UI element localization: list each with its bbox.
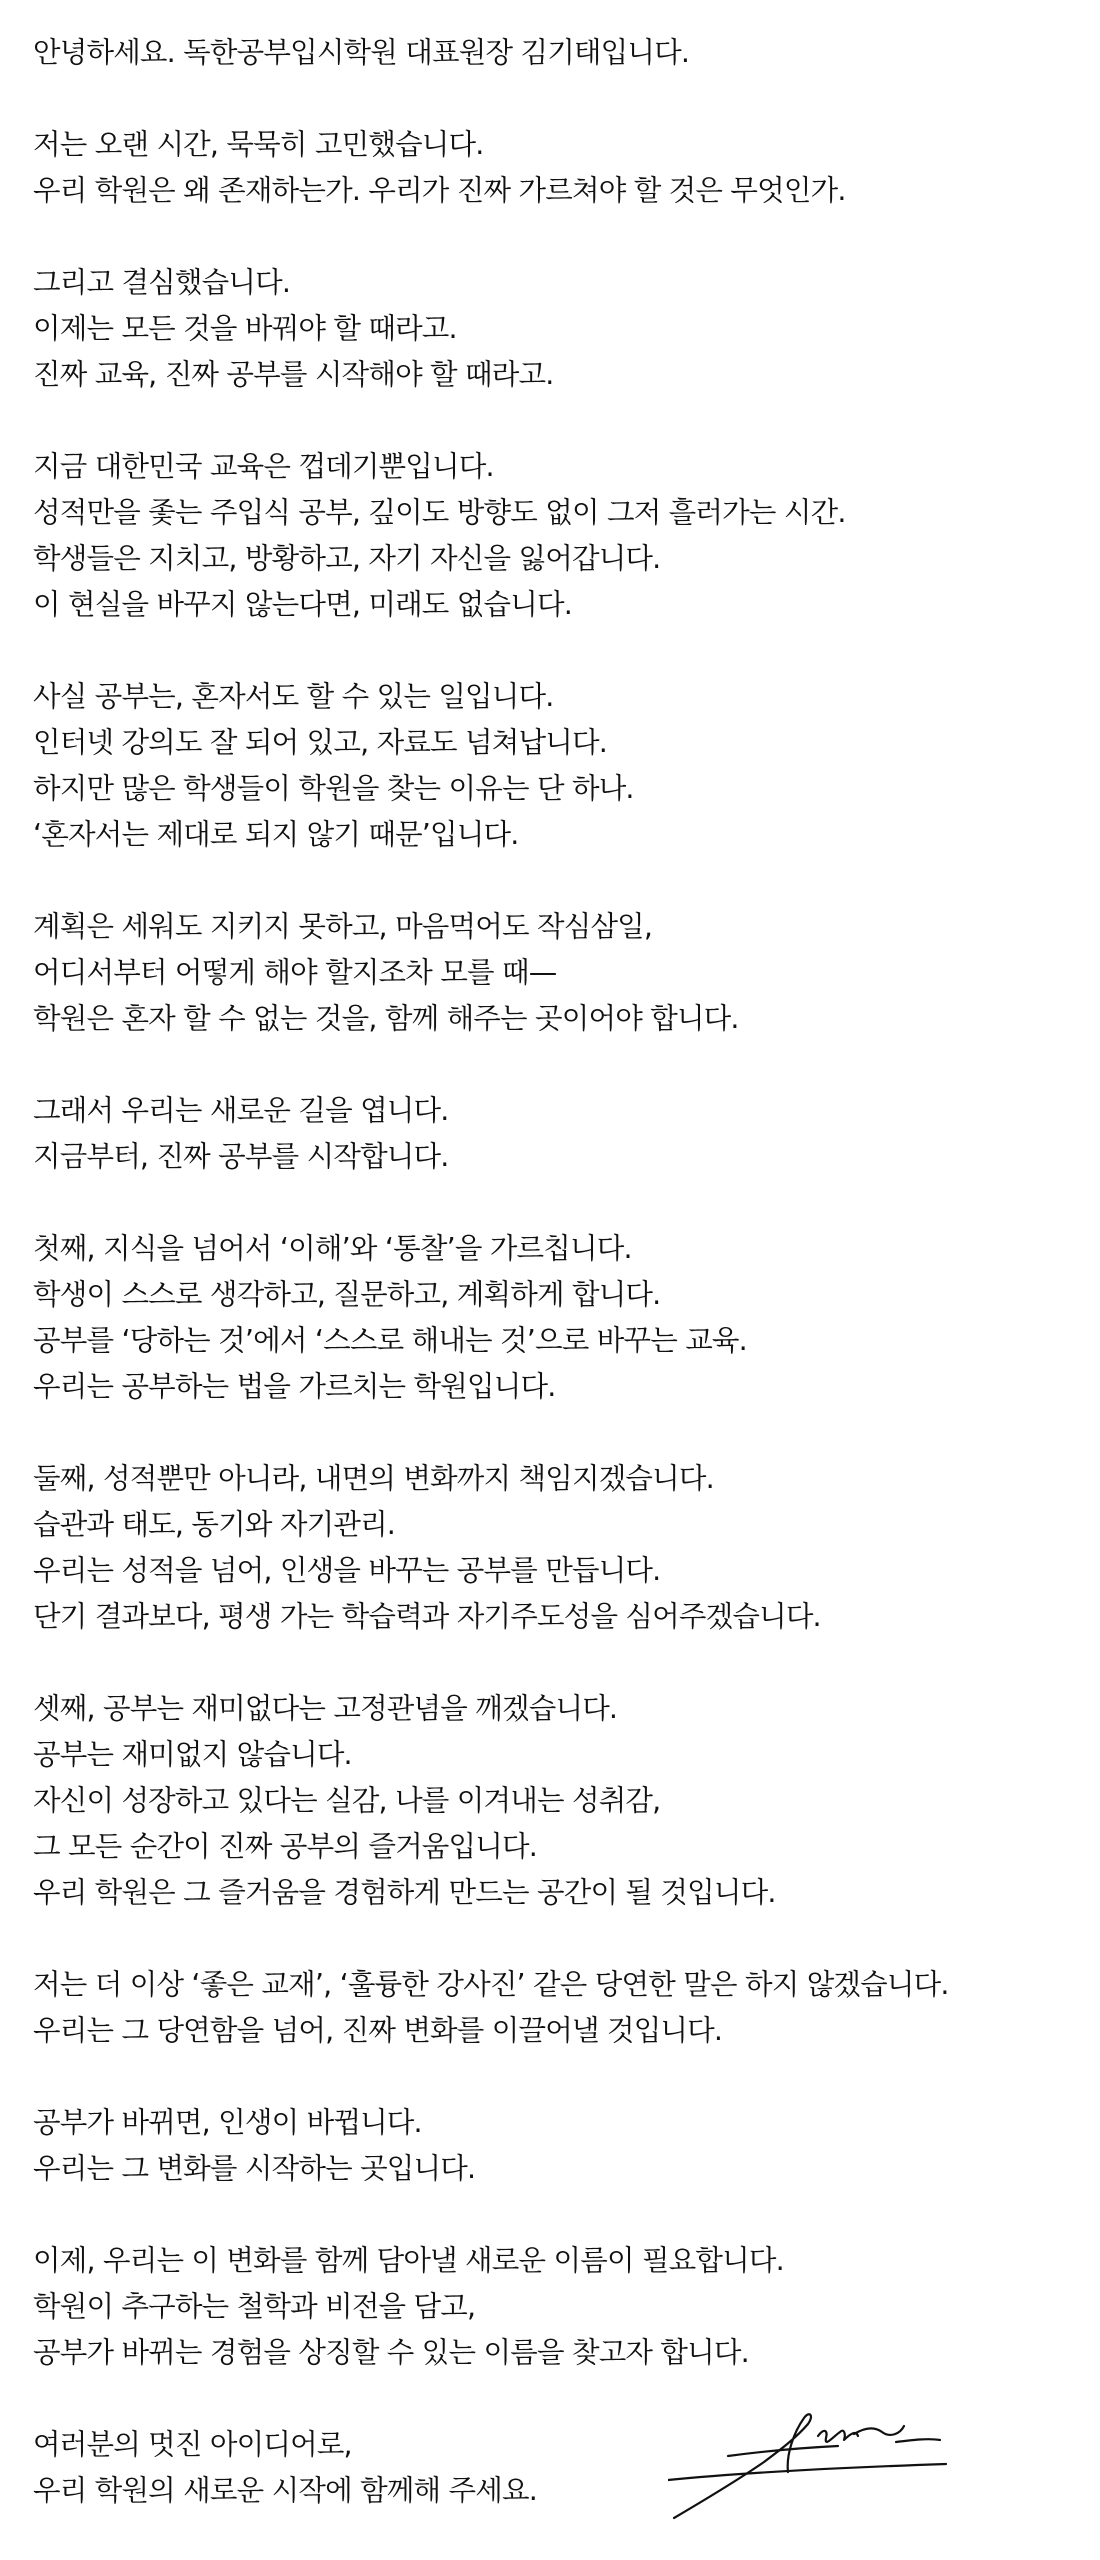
- text-line: 학생이 스스로 생각하고, 질문하고, 계획하게 합니다.: [33, 1278, 661, 1311]
- text-line: 그래서 우리는 새로운 길을 엽니다.: [33, 1094, 449, 1127]
- paragraph-greeting: [33, 30, 1093, 76]
- text-line: 이 현실을 바꾸지 않는다면, 미래도 없습니다.: [33, 588, 572, 621]
- text-line: 공부를 ‘당하는 것’에서 ‘스스로 해내는 것’으로 바꾸는 교육.: [33, 1324, 747, 1357]
- text-line: 계획은 세워도 지키지 못하고, 마음먹어도 작심삼일,: [33, 910, 653, 943]
- paragraph-current-education: [33, 444, 1093, 628]
- text-line: 그리고 결심했습니다.: [33, 266, 291, 299]
- text-line: 저는 오랜 시간, 묵묵히 고민했습니다.: [33, 128, 484, 161]
- text-line: 지금부터, 진짜 공부를 시작합니다.: [33, 1140, 449, 1173]
- text-line: 성적만을 좇는 주입식 공부, 깊이도 방향도 없이 그저 흘러가는 시간.: [33, 496, 846, 529]
- paragraph-new-name: [33, 2238, 1093, 2376]
- text-line: 우리는 공부하는 법을 가르치는 학원입니다.: [33, 1370, 556, 1403]
- text-line: 그 모든 순간이 진짜 공부의 즐거움입니다.: [33, 1830, 537, 1863]
- paragraph-studying-alone: [33, 674, 1093, 858]
- text-line: 우리 학원은 그 즐거움을 경험하게 만드는 공간이 될 것입니다.: [33, 1876, 776, 1909]
- paragraph-role-of-academy: [33, 904, 1093, 1042]
- text-line: 학생들은 지치고, 방황하고, 자기 자신을 잃어갑니다.: [33, 542, 661, 575]
- text-line: 공부가 바뀌면, 인생이 바뀝니다.: [33, 2106, 422, 2139]
- text-line: 둘째, 성적뿐만 아니라, 내면의 변화까지 책임지겠습니다.: [33, 1462, 714, 1495]
- text-line: 우리는 그 당연함을 넘어, 진짜 변화를 이끌어낼 것입니다.: [33, 2014, 723, 2047]
- paragraph-third-principle: [33, 1686, 1093, 1916]
- text-line: 학원은 혼자 할 수 없는 것을, 함께 해주는 곳이어야 합니다.: [33, 1002, 739, 1035]
- paragraph-second-principle: [33, 1456, 1093, 1640]
- text-line: 이제는 모든 것을 바꿔야 할 때라고.: [33, 312, 457, 345]
- text-line: 사실 공부는, 혼자서도 할 수 있는 일입니다.: [33, 680, 554, 713]
- text-line: 인터넷 강의도 잘 되어 있고, 자료도 넘쳐납니다.: [33, 726, 607, 759]
- text-line: 우리 학원의 새로운 시작에 함께해 주세요.: [33, 2474, 537, 2507]
- text-line: 첫째, 지식을 넘어서 ‘이해’와 ‘통찰’을 가르칩니다.: [33, 1232, 632, 1265]
- text-line: 지금 대한민국 교육은 껍데기뿐입니다.: [33, 450, 494, 483]
- text-line: 공부가 바뀌는 경험을 상징할 수 있는 이름을 찾고자 합니다.: [33, 2336, 749, 2369]
- letter-body: [33, 30, 1093, 2560]
- paragraph-new-path: [33, 1088, 1093, 1180]
- text-line: 안녕하세요. 독한공부입시학원 대표원장 김기태입니다.: [33, 36, 690, 69]
- paragraph-decision: [33, 260, 1093, 398]
- text-line: 단기 결과보다, 평생 가는 학습력과 자기주도성을 심어주겠습니다.: [33, 1600, 821, 1633]
- handwritten-signature-icon: [668, 2398, 958, 2526]
- text-line: 하지만 많은 학생들이 학원을 찾는 이유는 단 하나.: [33, 772, 634, 805]
- text-line: 공부는 재미없지 않습니다.: [33, 1738, 352, 1771]
- text-line: 여러분의 멋진 아이디어로,: [33, 2428, 352, 2461]
- text-line: 어디서부터 어떻게 해야 할지조차 모를 때—: [33, 956, 557, 989]
- text-line: 우리는 그 변화를 시작하는 곳입니다.: [33, 2152, 476, 2185]
- text-line: 저는 더 이상 ‘좋은 교재’, ‘훌륭한 강사진’ 같은 당연한 말은 하지 않겠습니다.: [33, 1968, 949, 2001]
- paragraph-reflection: [33, 122, 1093, 214]
- paragraph-first-principle: [33, 1226, 1093, 1410]
- text-line: 셋째, 공부는 재미없다는 고정관념을 깨겠습니다.: [33, 1692, 618, 1725]
- text-line: 우리 학원은 왜 존재하는가. 우리가 진짜 가르쳐야 할 것은 무엇인가.: [33, 174, 846, 207]
- paragraph-change: [33, 2100, 1093, 2192]
- text-line: 우리는 성적을 넘어, 인생을 바꾸는 공부를 만듭니다.: [33, 1554, 661, 1587]
- text-line: 습관과 태도, 동기와 자기관리.: [33, 1508, 396, 1541]
- text-line: 학원이 추구하는 철학과 비전을 담고,: [33, 2290, 476, 2323]
- text-line: 진짜 교육, 진짜 공부를 시작해야 할 때라고.: [33, 358, 554, 391]
- text-line: 이제, 우리는 이 변화를 함께 담아낼 새로운 이름이 필요합니다.: [33, 2244, 784, 2277]
- text-line: ‘혼자서는 제대로 되지 않기 때문’입니다.: [33, 818, 519, 851]
- text-line: 자신이 성장하고 있다는 실감, 나를 이겨내는 성취감,: [33, 1784, 661, 1817]
- paragraph-beyond-obvious: [33, 1962, 1093, 2054]
